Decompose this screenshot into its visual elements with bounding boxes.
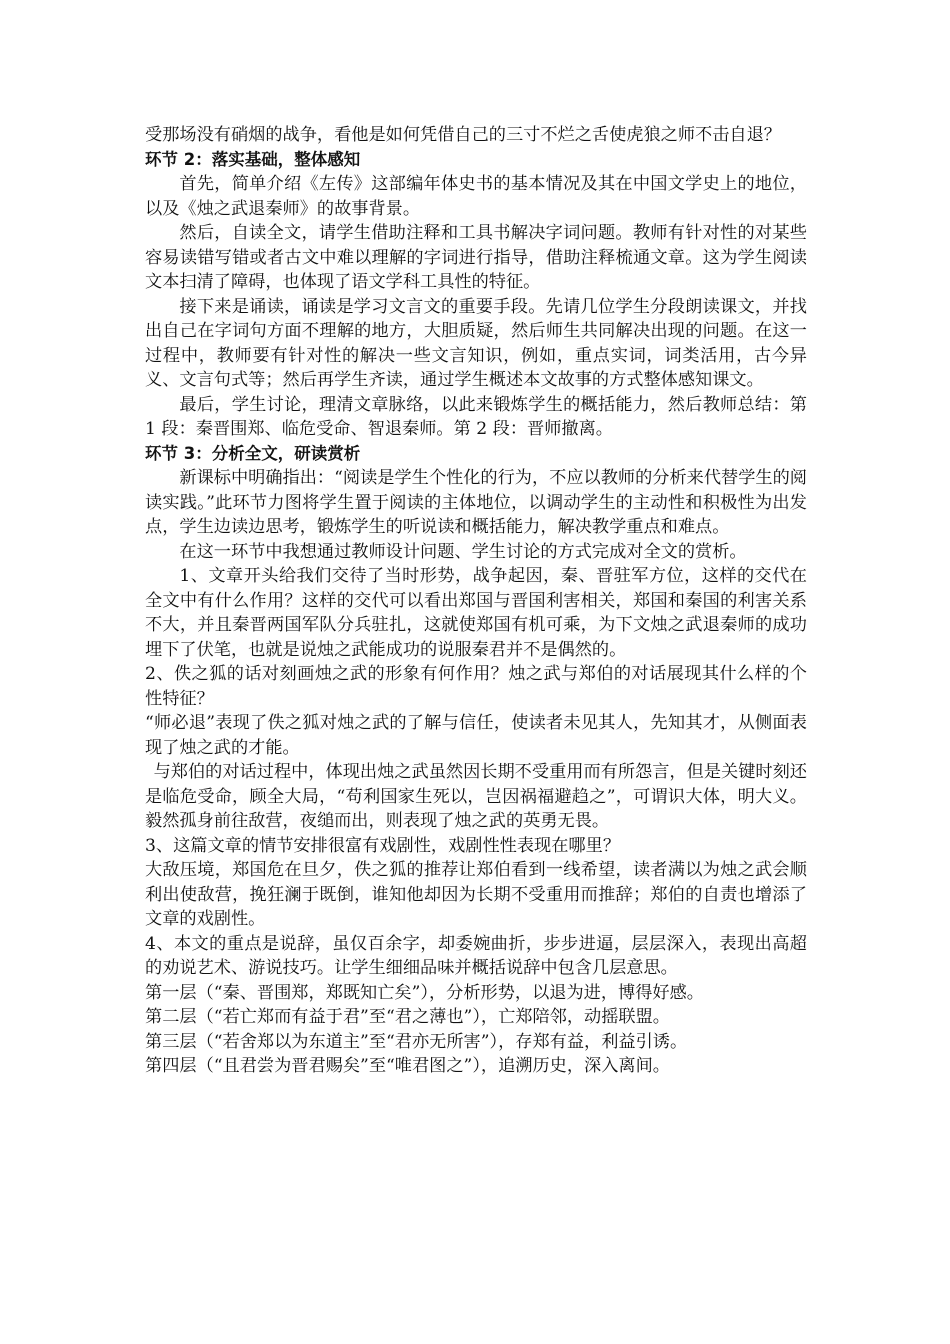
paragraph: 在这一环节中我想通过教师设计问题、学生讨论的方式完成对全文的赏析。: [179, 541, 747, 562]
layer-4: 第四层（“且君尝为晋君赐矣”至“唯君图之”），追溯历史，深入离间。: [145, 1056, 670, 1076]
layer-1: 第一层（“秦、晋围郑，郑既知亡矣”），分析形势，以退为进，博得好感。: [145, 982, 704, 1003]
answer-paragraph: 大敌压境，郑国危在旦夕，佚之狐的推荐让郑伯看到一线希望，读者满以为烛之武会顺利出使敌营，挽狂澜于既倒，谁知他却因为长期不受重用而推辞；郑伯的自责也增添了文章的戏剧性。: [145, 860, 807, 929]
question-1: 1、文章开头给我们交待了当时形势，战争起因，秦、晋驻军方位，这样的交代在全文中有什么作用？这样的交代可以看出郑国与晋国利害相关，郑国和秦国的利害关系不大，并且秦晋两国军队分兵驻扎，这就使郑国有机可乘，为下文烛之武退秦师的成功埋下了伏笔，也就是说烛之武能成功的说服秦君并不是偶然的。: [145, 566, 807, 660]
paragraph: 最后，学生讨论，理清文章脉络，以此来锻炼学生的概括能力，然后教师总结：第 1 段：秦晋围郑、临危受命、智退秦师。第 2 段：晋师撤离。: [145, 394, 807, 439]
question-2: 2、佚之狐的话对刻画烛之武的形象有何作用？烛之武与郑伯的对话展现其什么样的个性特征？: [145, 664, 807, 709]
section-heading-3: 环节 3：分析全文，研读赏析: [145, 443, 361, 463]
document-page: [145, 123, 807, 1079]
paragraph: 然后，自读全文，请学生借助注释和工具书解决字词问题。教师有针对性的对某些容易读错写错或者古文中难以理解的字词进行指导，借助注释梳通文章。这为学生阅读文本扫清了障碍，也体现了语文学科工具性的特征。: [145, 223, 807, 292]
paragraph: 新课标中明确指出：“阅读是学生个性化的行为，不应以教师的分析来代替学生的阅读实践。”此环节力图将学生置于阅读的主体地位，以调动学生的主动性和积极性为出发点，学生边读边思考，锻炼学生的听说读和概括能力，解决教学重点和难点。: [145, 468, 807, 537]
layer-2: 第二层（“若亡郑而有益于君”至“君之薄也”），亡郑陪邻，动摇联盟。: [145, 1007, 670, 1027]
paragraph: 首先，简单介绍《左传》这部编年体史书的基本情况及其在中国文学史上的地位，以及《烛之武退秦师》的故事背景。: [145, 174, 807, 219]
answer-paragraph: 与郑伯的对话过程中，体现出烛之武虽然因长期不受重用而有所怨言，但是关键时刻还是临危受命，顾全大局，“苟利国家生死以，岂因祸福避趋之”，可谓识大体，明大义。毅然孤身前往敌营，夜缒而出，则表现了烛之武的英勇无畏。: [145, 762, 807, 831]
answer-paragraph: “师必退”表现了佚之狐对烛之武的了解与信任，使读者未见其人，先知其才，从侧面表现了烛之武的才能。: [145, 713, 807, 758]
question-4: 4、本文的重点是说辞，虽仅百余字，却委婉曲折，步步进逼，层层深入，表现出高超的劝说艺术、游说技巧。让学生细细品味并概括说辞中包含几层意思。: [145, 933, 807, 978]
section-heading-2: 环节 2：落实基础，整体感知: [145, 149, 361, 169]
paragraph: 接下来是诵读，诵读是学习文言文的重要手段。先请几位学生分段朗读课文，并找出自己在字词句方面不理解的地方，大胆质疑，然后师生共同解决出现的问题。在这一过程中，教师要有针对性的解决一些文言知识，例如，重点实词，词类活用，古今异义、文言句式等；然后再学生齐读，通过学生概述本文故事的方式整体感知课文。: [145, 296, 807, 390]
layer-3: 第三层（“若舍郑以为东道主”至“君亦无所害”），存郑有益，利益引诱。: [145, 1031, 688, 1052]
question-3: 3、这篇文章的情节安排很富有戏剧性，戏剧性性表现在哪里？: [145, 835, 621, 856]
paragraph: 受那场没有硝烟的战争，看他是如何凭借自己的三寸不烂之舌使虎狼之师不击自退？: [145, 125, 781, 145]
